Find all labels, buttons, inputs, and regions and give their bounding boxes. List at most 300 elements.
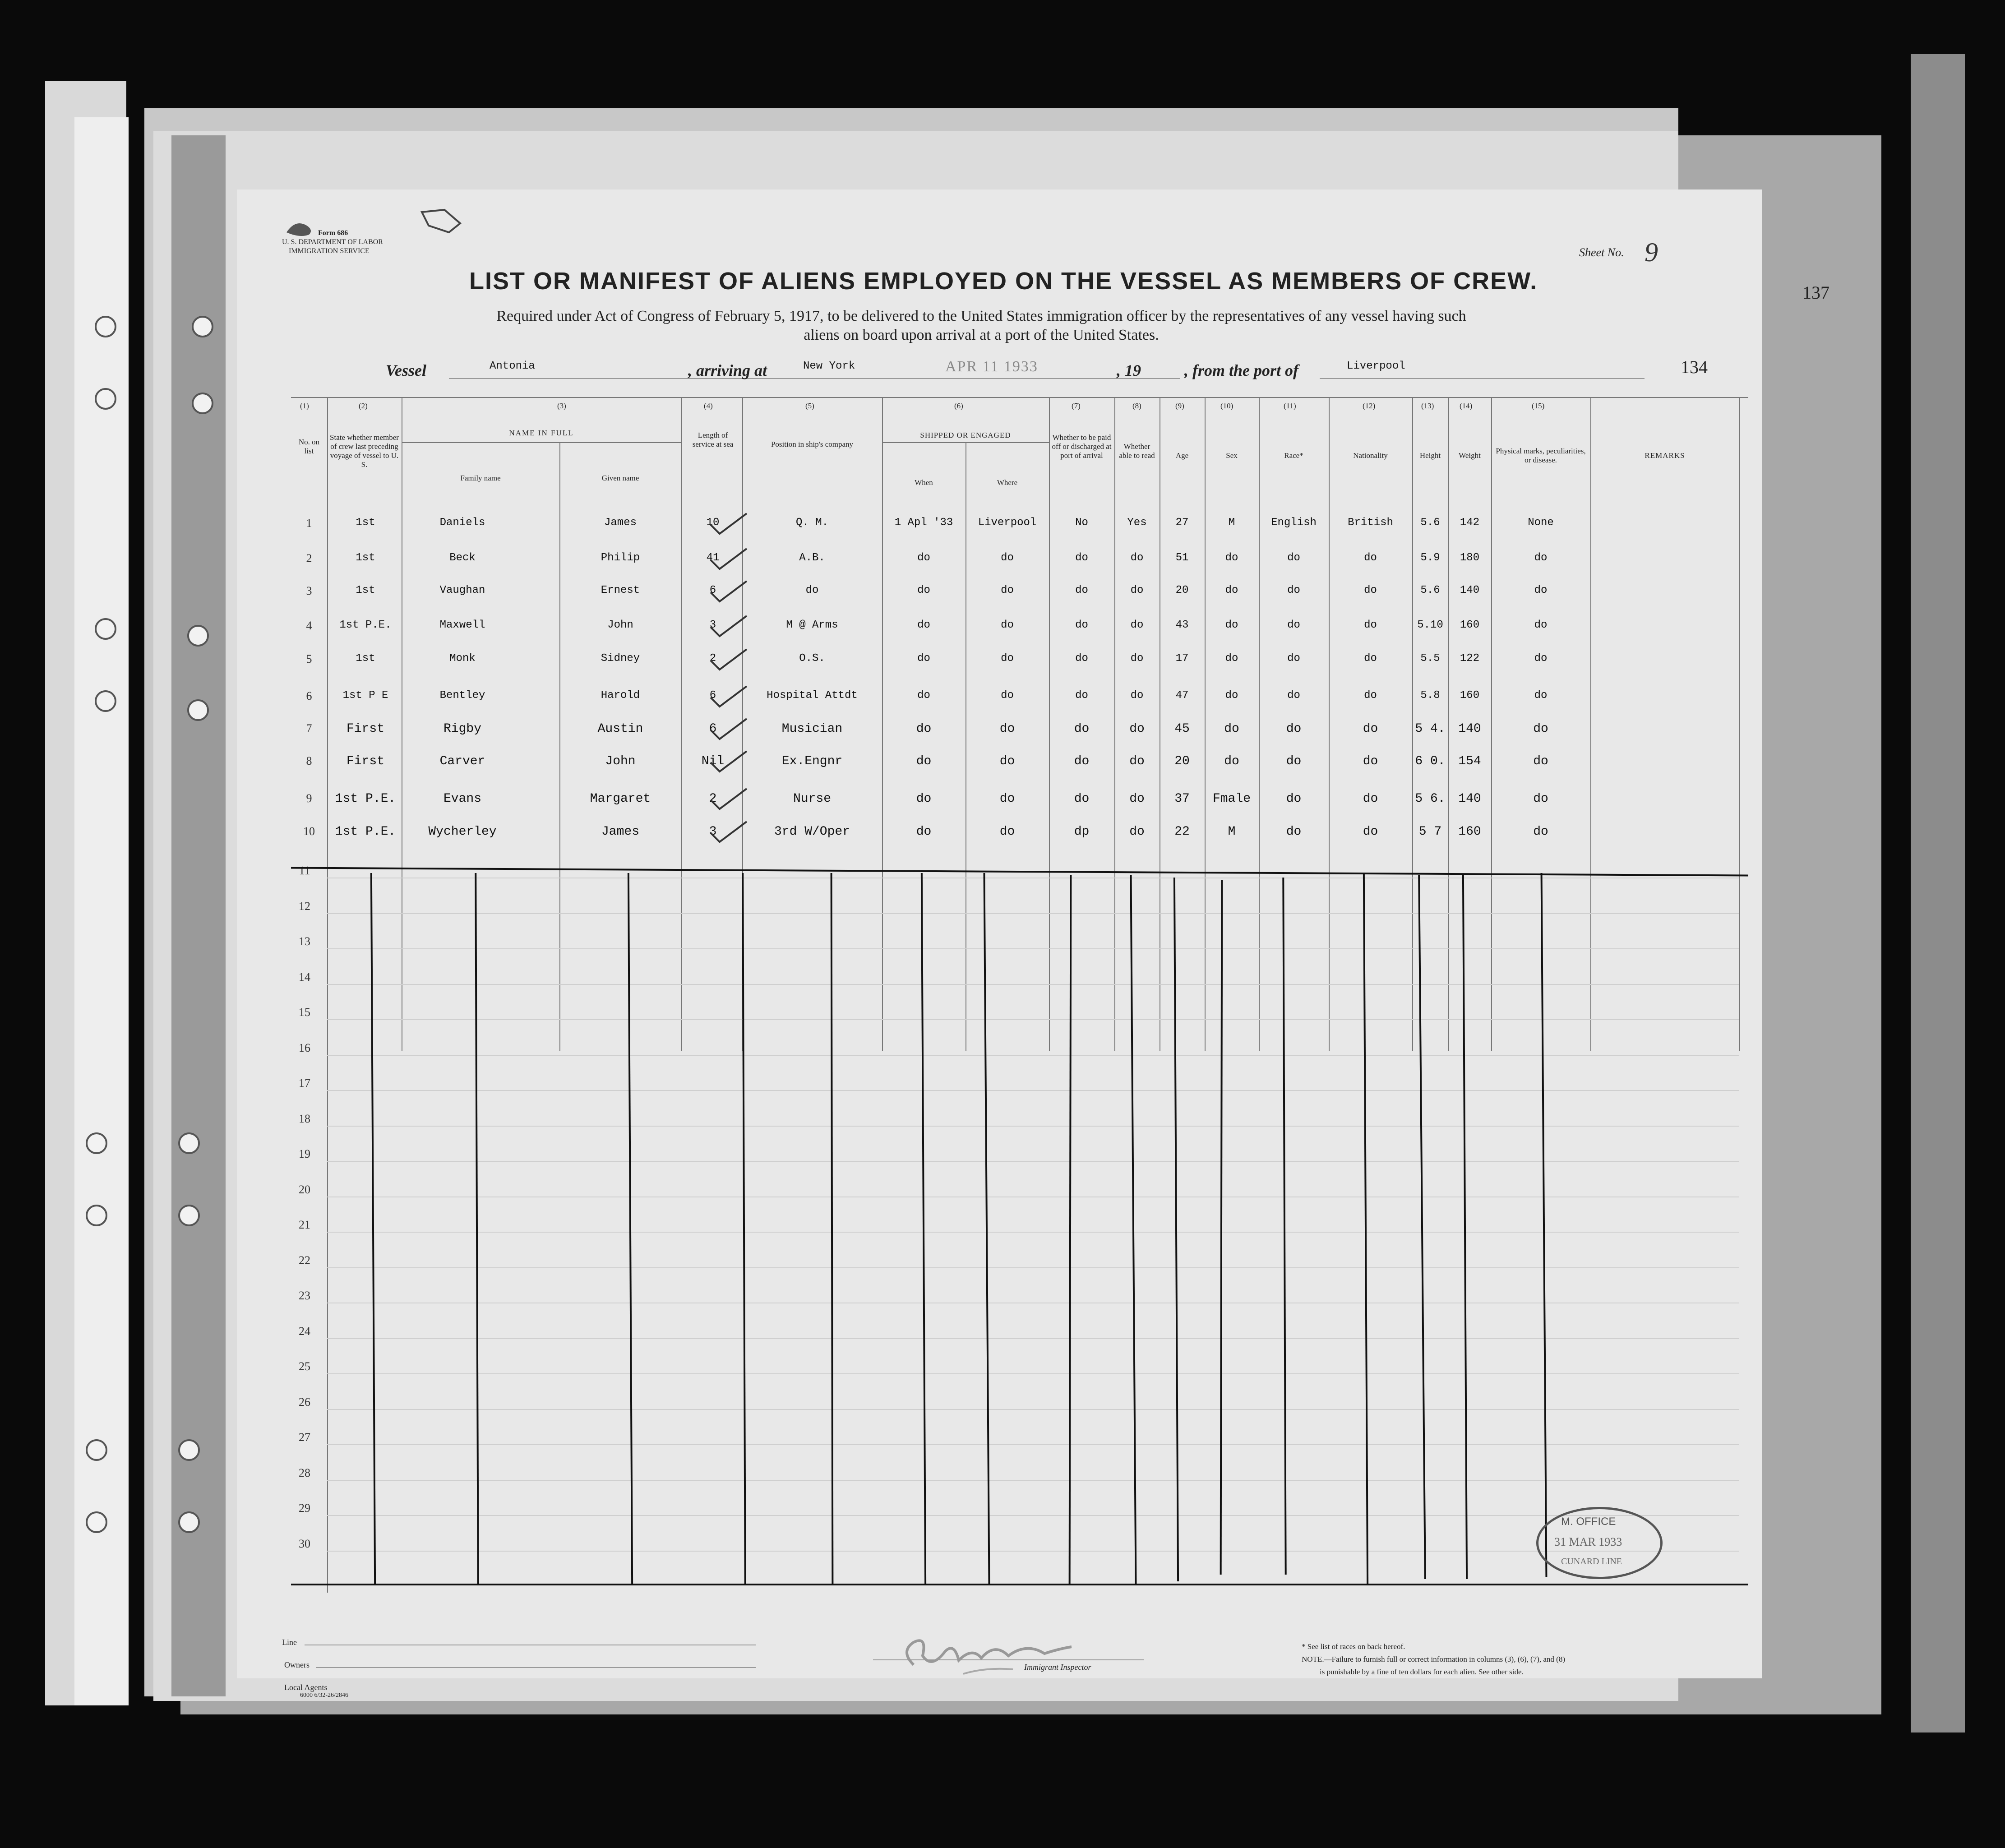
cell-given-name: Philip <box>601 552 640 564</box>
checkmark-icon <box>708 749 749 776</box>
cell-able-to-read: do <box>1129 825 1145 839</box>
form-title: LIST OR MANIFEST OF ALIENS EMPLOYED ON THE VESSEL AS MEMBERS OF CREW. <box>469 268 1538 295</box>
cell-physical-marks: do <box>1533 792 1548 806</box>
col-6-number: (6) <box>954 402 963 410</box>
binder-hole <box>86 1511 107 1533</box>
binder-hole <box>95 316 116 337</box>
cell-able-to-read: do <box>1130 619 1144 631</box>
cell-race: do <box>1287 689 1300 702</box>
inspector-signature <box>896 1624 1085 1683</box>
cell-last-voyage: First <box>346 722 384 736</box>
cell-physical-marks: do <box>1534 552 1548 564</box>
binder-hole <box>178 1205 200 1226</box>
cell-last-voyage: 1st P.E. <box>335 825 396 839</box>
empty-row-number: 24 <box>299 1324 310 1338</box>
col-9-number: (9) <box>1175 402 1184 410</box>
cell-able-to-read: do <box>1130 652 1144 665</box>
cell-last-voyage: 1st <box>356 552 375 564</box>
cell-family-name: Bentley <box>439 689 485 702</box>
cell-position: Hospital Attdt <box>767 689 858 702</box>
vessel-label: Vessel <box>386 361 426 379</box>
binder-hole <box>95 388 116 410</box>
cell-weight: 160 <box>1460 689 1480 702</box>
department-label: U. S. DEPARTMENT OF LABOR <box>282 238 383 246</box>
cell-when-shipped: do <box>916 825 932 839</box>
checkmark-icon <box>708 684 749 711</box>
cell-where-shipped: Liverpool <box>978 517 1037 529</box>
cell-given-name: John <box>605 754 636 768</box>
cell-sex: do <box>1225 652 1238 665</box>
cell-height: 5.5 <box>1420 652 1440 665</box>
col-4-header: Length of service at sea <box>692 431 734 448</box>
cell-family-name: Maxwell <box>439 619 485 631</box>
col-3-header: NAME IN FULL <box>509 429 574 437</box>
binder-hole <box>187 699 209 721</box>
footer-agents-label: Local Agents <box>284 1683 328 1692</box>
cell-family-name: Beck <box>449 552 476 564</box>
cell-nationality: do <box>1363 825 1378 839</box>
cell-sex: M <box>1228 517 1235 529</box>
row-rule <box>327 1444 1739 1445</box>
cell-nationality: do <box>1363 754 1378 768</box>
empty-row-number: 30 <box>299 1537 310 1550</box>
empty-row-number: 23 <box>299 1289 310 1302</box>
arriving-label: , arriving at <box>688 361 767 379</box>
cell-weight: 160 <box>1458 825 1481 839</box>
cell-last-voyage: 1st P.E. <box>335 792 396 806</box>
cross-out-stroke <box>1418 875 1426 1579</box>
cell-age: 43 <box>1175 619 1189 631</box>
cell-where-shipped: do <box>999 722 1015 736</box>
cell-age: 37 <box>1174 792 1190 806</box>
cell-height: 5 7 <box>1418 825 1442 839</box>
footer-owners-rule <box>316 1667 756 1668</box>
row-rule <box>327 1338 1739 1339</box>
empty-row-number: 11 <box>299 864 310 877</box>
cell-weight: 122 <box>1460 652 1480 665</box>
empty-row-number: 27 <box>299 1431 310 1444</box>
row-rule <box>327 1515 1739 1516</box>
inspector-rule <box>873 1659 1144 1660</box>
cell-when-shipped: do <box>917 552 930 564</box>
binder-hole <box>178 1439 200 1461</box>
cell-where-shipped: do <box>1001 619 1014 631</box>
row-rule <box>327 1232 1739 1233</box>
cell-where-shipped: do <box>999 792 1015 806</box>
cell-position: Ex.Engnr <box>781 754 843 768</box>
cell-paid-off: do <box>1075 689 1088 702</box>
cell-weight: 154 <box>1458 754 1481 768</box>
cell-last-voyage: First <box>346 754 384 768</box>
checkmark-icon <box>708 786 749 813</box>
cell-age: 27 <box>1175 517 1189 529</box>
column-rule <box>1739 397 1740 1051</box>
remarks-header: REMARKS <box>1645 451 1685 460</box>
empty-row-number: 25 <box>299 1360 310 1373</box>
cell-last-voyage: 1st <box>356 584 375 596</box>
cross-out-stroke <box>1541 873 1548 1577</box>
cell-given-name: James <box>604 517 637 529</box>
cell-position: Q. M. <box>795 517 828 529</box>
col-13-number: (13) <box>1421 402 1434 410</box>
cell-able-to-read: do <box>1129 754 1145 768</box>
empty-row-number: 29 <box>299 1502 310 1515</box>
cell-height: 5.10 <box>1417 619 1443 631</box>
cell-where-shipped: do <box>999 825 1015 839</box>
col-3-number: (3) <box>557 402 566 410</box>
row-number: 5 <box>306 652 312 665</box>
cell-service-length: 6 <box>709 584 716 596</box>
cell-weight: 140 <box>1458 792 1481 806</box>
col-10-header: Sex <box>1226 451 1238 460</box>
col-12-number: (12) <box>1363 402 1376 410</box>
cell-service-length: 3 <box>709 619 716 631</box>
footer-note-line2: is punishable by a fine of ten dollars for each alien. See other side. <box>1320 1668 1524 1676</box>
col-10-number: (10) <box>1220 402 1233 410</box>
arriving-port: New York <box>803 360 855 372</box>
cross-out-stroke <box>1069 875 1072 1584</box>
row-rule <box>327 1373 1739 1374</box>
footer-line-label: Line <box>282 1638 297 1647</box>
vessel-name: Antonia <box>490 360 535 372</box>
cell-physical-marks: do <box>1534 689 1548 702</box>
eagle-seal-icon <box>417 208 467 235</box>
cell-paid-off: No <box>1075 517 1088 529</box>
cell-weight: 160 <box>1460 619 1480 631</box>
empty-row-number: 21 <box>299 1218 310 1231</box>
column-rule <box>559 442 560 1051</box>
cell-sex: do <box>1225 584 1238 596</box>
row-rule <box>327 1055 1739 1056</box>
empty-row-number: 22 <box>299 1253 310 1267</box>
cell-race: do <box>1287 652 1300 665</box>
row-number: 3 <box>306 584 312 597</box>
cell-nationality: do <box>1363 792 1378 806</box>
col-1-number: (1) <box>300 402 309 410</box>
row-rule <box>327 1161 1739 1162</box>
binder-page-left <box>74 117 129 1705</box>
name-subheader-rule <box>402 442 681 443</box>
cell-where-shipped: do <box>1001 652 1014 665</box>
cell-paid-off: do <box>1075 552 1088 564</box>
row-number: 7 <box>306 722 312 735</box>
binder-hole <box>95 690 116 712</box>
cell-race: do <box>1287 584 1300 596</box>
binder-hole <box>192 393 213 414</box>
cell-age: 45 <box>1174 722 1190 736</box>
empty-row-number: 18 <box>299 1112 310 1125</box>
cell-where-shipped: do <box>1001 552 1014 564</box>
cell-family-name: Evans <box>443 792 481 806</box>
cell-physical-marks: do <box>1534 584 1548 596</box>
cell-physical-marks: do <box>1534 619 1548 631</box>
year-label: , 19 <box>1117 361 1141 379</box>
cell-given-name: Margaret <box>590 792 651 806</box>
cell-nationality: do <box>1364 652 1377 665</box>
office-stamp <box>1536 1507 1663 1579</box>
cross-out-stroke <box>370 873 376 1584</box>
col-15-header: Physical marks, peculiarities, or disease. <box>1496 447 1586 464</box>
cell-height: 5 4. <box>1415 722 1446 736</box>
empty-row-number: 19 <box>299 1147 310 1160</box>
cell-given-name: John <box>607 619 633 631</box>
empty-row-number: 28 <box>299 1466 310 1479</box>
binder-hole <box>86 1132 107 1154</box>
col-3a-header: Family name <box>460 474 501 482</box>
col-13-header: Height <box>1419 451 1441 460</box>
page-number-side: 134 <box>1681 357 1708 377</box>
cross-out-stroke <box>984 873 990 1584</box>
cell-given-name: James <box>601 825 639 839</box>
stamp-line2: 31 MAR 1933 <box>1554 1535 1622 1548</box>
checkmark-icon <box>708 546 749 573</box>
cross-out-stroke <box>742 873 746 1584</box>
stamp-line1: M. OFFICE <box>1561 1515 1616 1528</box>
cross-out-stroke <box>1462 875 1468 1579</box>
row-rule <box>327 984 1739 985</box>
cell-family-name: Daniels <box>439 517 485 529</box>
empty-row-number: 20 <box>299 1183 310 1196</box>
row-rule <box>327 1019 1739 1020</box>
cell-paid-off: do <box>1074 754 1090 768</box>
col-14-number: (14) <box>1460 402 1473 410</box>
row-number: 10 <box>303 825 315 838</box>
cross-out-top-line <box>291 867 1748 877</box>
row-rule <box>327 1409 1739 1410</box>
cell-service-length: 2 <box>709 652 716 665</box>
cell-able-to-read: Yes <box>1127 517 1147 529</box>
footer-owners-label: Owners <box>284 1660 310 1669</box>
row-rule <box>327 1126 1739 1127</box>
form-subtitle-line1: Required under Act of Congress of February 5, 1917, to be delivered to the United States immigration officer by the representatives of any vessel having such <box>496 308 1466 324</box>
cell-position: M @ Arms <box>786 619 838 631</box>
empty-row-number: 26 <box>299 1395 310 1409</box>
cell-sex: do <box>1225 689 1238 702</box>
cell-height: 5.6 <box>1420 517 1440 529</box>
cell-last-voyage: 1st P.E. <box>339 619 392 631</box>
arrival-date-stamp: APR 11 1933 <box>945 358 1038 375</box>
cell-age: 20 <box>1174 754 1190 768</box>
column-rule <box>327 397 328 1593</box>
cell-last-voyage: 1st <box>356 652 375 665</box>
cell-position: O.S. <box>799 652 825 665</box>
shipped-subheader-rule <box>882 442 1049 443</box>
col-8-header: Whether able to read <box>1119 442 1155 460</box>
col-7-header: Whether to be paid off or discharged at port of arrival <box>1052 433 1112 460</box>
binder-hole <box>178 1132 200 1154</box>
empty-row-number: 16 <box>299 1041 310 1054</box>
col-15-number: (15) <box>1532 402 1545 410</box>
sheet-label: Sheet No. <box>1579 246 1624 259</box>
cell-last-voyage: 1st <box>356 517 375 529</box>
cell-weight: 142 <box>1460 517 1480 529</box>
col-14-header: Weight <box>1459 451 1481 460</box>
cell-able-to-read: do <box>1129 792 1145 806</box>
cell-race: do <box>1287 619 1300 631</box>
cell-sex: Fmale <box>1212 792 1251 806</box>
cell-nationality: do <box>1363 722 1378 736</box>
cell-physical-marks: do <box>1533 825 1548 839</box>
row-number: 4 <box>306 619 312 632</box>
cell-nationality: do <box>1364 584 1377 596</box>
cell-given-name: Ernest <box>601 584 640 596</box>
cell-age: 17 <box>1175 652 1189 665</box>
cell-service-length: 2 <box>709 792 717 806</box>
cell-nationality: British <box>1348 517 1393 529</box>
cell-race: do <box>1286 825 1302 839</box>
col-2-header: State whether member of crew last preceding voyage of vessel to U. S. <box>330 433 399 469</box>
form-subtitle-line2: aliens on board upon arrival at a port of the United States. <box>804 327 1159 343</box>
cell-sex: M <box>1228 825 1236 839</box>
cell-service-length: Nil <box>701 754 725 768</box>
column-rule <box>1590 397 1591 1051</box>
table-top-rule <box>291 397 1748 398</box>
cell-able-to-read: do <box>1129 722 1145 736</box>
service-label: IMMIGRATION SERVICE <box>289 247 370 255</box>
cell-paid-off: dp <box>1074 825 1090 839</box>
cell-paid-off: do <box>1075 619 1088 631</box>
col-6b-header: Where <box>997 478 1018 487</box>
cell-service-length: 41 <box>706 552 720 564</box>
cell-paid-off: do <box>1075 584 1088 596</box>
cell-position: A.B. <box>799 552 825 564</box>
cross-out-stroke <box>921 873 926 1584</box>
cell-where-shipped: do <box>1001 584 1014 596</box>
cell-when-shipped: do <box>916 722 932 736</box>
row-number: 2 <box>306 552 312 565</box>
cell-physical-marks: None <box>1528 517 1554 529</box>
cell-sex: do <box>1224 754 1239 768</box>
form-number: Form 686 <box>318 229 348 237</box>
column-rule <box>681 397 682 1051</box>
from-port-label: , from the port of <box>1184 361 1299 379</box>
cross-out-stroke <box>1363 873 1368 1584</box>
row-number: 1 <box>306 517 312 530</box>
cell-height: 5.6 <box>1420 584 1440 596</box>
cell-paid-off: do <box>1074 792 1090 806</box>
sheet-number: 9 <box>1645 237 1658 267</box>
cell-family-name: Wycherley <box>428 825 497 839</box>
cell-height: 5 6. <box>1415 792 1446 806</box>
footer-print-code: 6000 6/32-26/2846 <box>300 1692 348 1699</box>
binder-hole <box>86 1205 107 1226</box>
col-1-header: No. on list <box>298 438 320 455</box>
cell-when-shipped: do <box>916 792 932 806</box>
col-2-number: (2) <box>359 402 368 410</box>
col-3b-header: Given name <box>601 474 639 482</box>
cross-out-stroke <box>831 873 834 1584</box>
inspector-label: Immigrant Inspector <box>1024 1663 1091 1672</box>
cell-service-length: 6 <box>709 722 717 736</box>
cross-out-stroke <box>1130 875 1137 1584</box>
cross-out-stroke <box>1282 878 1286 1575</box>
cell-service-length: 3 <box>709 825 717 839</box>
cell-where-shipped: do <box>999 754 1015 768</box>
cell-physical-marks: do <box>1533 754 1548 768</box>
cell-race: do <box>1286 792 1302 806</box>
cell-age: 51 <box>1175 552 1189 564</box>
manifest-sheet <box>237 189 1762 1699</box>
cell-when-shipped: do <box>917 689 930 702</box>
cell-race: do <box>1287 552 1300 564</box>
footer-note-star: * See list of races on back hereof. <box>1302 1642 1405 1651</box>
empty-row-number: 17 <box>299 1076 310 1090</box>
cell-age: 22 <box>1174 825 1190 839</box>
binder-strip-right <box>1911 54 1965 1732</box>
cell-service-length: 10 <box>706 517 720 529</box>
cell-sex: do <box>1224 722 1239 736</box>
cell-family-name: Vaughan <box>439 584 485 596</box>
cell-race: English <box>1271 517 1317 529</box>
binder-hole <box>86 1439 107 1461</box>
cell-height: 6 0. <box>1415 754 1446 768</box>
col-6a-header: When <box>915 478 933 487</box>
cell-weight: 140 <box>1458 722 1481 736</box>
cell-given-name: Austin <box>597 722 643 736</box>
col-11-number: (11) <box>1284 402 1296 410</box>
col-6-header: SHIPPED OR ENGAGED <box>920 431 1011 439</box>
cell-family-name: Rigby <box>443 722 481 736</box>
from-port: Liverpool <box>1347 360 1405 372</box>
cell-last-voyage: 1st P E <box>342 689 388 702</box>
cell-nationality: do <box>1364 619 1377 631</box>
cross-out-stroke <box>1173 878 1179 1581</box>
checkmark-icon <box>708 579 749 606</box>
cell-height: 5.9 <box>1420 552 1440 564</box>
cell-when-shipped: do <box>917 652 930 665</box>
cell-physical-marks: do <box>1533 722 1548 736</box>
cell-where-shipped: do <box>1001 689 1014 702</box>
col-11-header: Race* <box>1284 451 1303 460</box>
cell-physical-marks: do <box>1534 652 1548 665</box>
cell-when-shipped: do <box>917 619 930 631</box>
cell-race: do <box>1286 722 1302 736</box>
col-9-header: Age <box>1175 451 1189 460</box>
cell-when-shipped: do <box>917 584 930 596</box>
cell-position: Musician <box>781 722 843 736</box>
binder-hole <box>178 1511 200 1533</box>
cell-paid-off: do <box>1074 722 1090 736</box>
cell-age: 47 <box>1175 689 1189 702</box>
empty-row-number: 14 <box>299 970 310 984</box>
empty-row-number: 15 <box>299 1006 310 1019</box>
checkmark-icon <box>708 647 749 674</box>
cell-weight: 140 <box>1460 584 1480 596</box>
col-12-header: Nationality <box>1353 451 1388 460</box>
cell-nationality: do <box>1364 689 1377 702</box>
row-rule <box>327 1551 1739 1552</box>
cell-family-name: Monk <box>449 652 476 665</box>
cell-sex: do <box>1225 619 1238 631</box>
cell-position: Nurse <box>793 792 831 806</box>
row-number: 9 <box>306 792 312 805</box>
cell-nationality: do <box>1364 552 1377 564</box>
col-4-number: (4) <box>704 402 713 410</box>
from-port-underline <box>1320 378 1645 379</box>
row-number: 8 <box>306 754 312 767</box>
cross-out-bottom-line <box>291 1584 1748 1585</box>
background-page-edge <box>171 135 226 1696</box>
binder-hole <box>192 316 213 337</box>
cell-sex: do <box>1225 552 1238 564</box>
cell-age: 20 <box>1175 584 1189 596</box>
cell-position: 3rd W/Oper <box>774 825 850 839</box>
empty-row-number: 13 <box>299 935 310 948</box>
page-number-top: 137 <box>1802 282 1829 303</box>
row-rule <box>327 1267 1739 1268</box>
cell-able-to-read: do <box>1130 689 1144 702</box>
checkmark-icon <box>708 614 749 641</box>
